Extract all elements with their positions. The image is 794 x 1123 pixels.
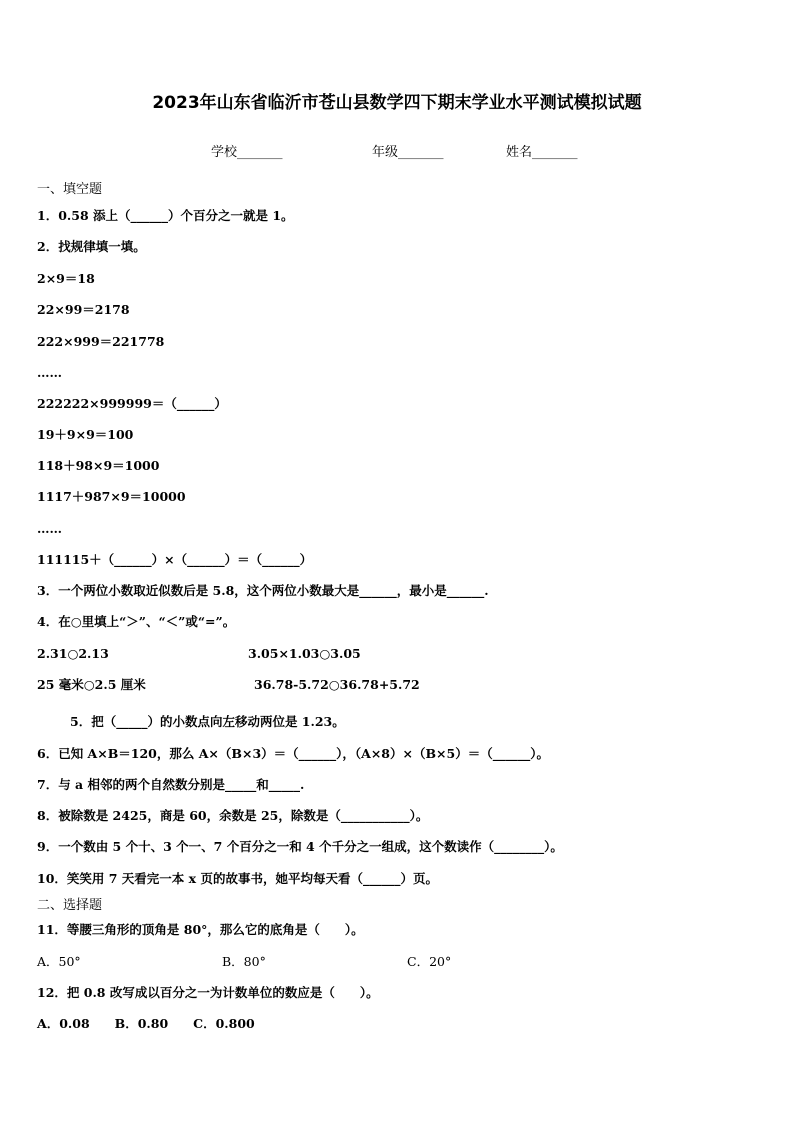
question-12-options: A．0.08 B．0.80 C．0.800	[37, 1016, 255, 1031]
question-11: 11．等腰三角形的顶角是 80°，那么它的底角是（ ）。	[37, 922, 364, 937]
question-7: 7．与 a 相邻的两个自然数分别是_____和_____.	[37, 777, 305, 792]
pattern-line: 222×999＝221778	[37, 334, 165, 349]
pattern-line: 118＋98×9＝1000	[37, 458, 160, 473]
option-a: A．50°	[37, 954, 81, 969]
name-field: 姓名_______	[506, 145, 578, 160]
question-8: 8．被除数是 2425，商是 60，余数是 25，除数是（___________）。	[37, 808, 429, 823]
pattern-line: ……	[37, 365, 62, 380]
question-1: 1．0.58 添上（______）个百分之一就是 1。	[37, 208, 294, 223]
question-4: 4．在○里填上“＞”、“＜”或“=”。	[37, 614, 236, 629]
compare-item: 3.05×1.03○3.05	[248, 646, 361, 661]
question-6: 6．已知 A×B＝120，那么 A×（B×3）＝（______），（A×8）×（B×5）＝（______）。	[37, 746, 549, 761]
pattern-line: 19＋9×9＝100	[37, 427, 134, 442]
option-b: B．80°	[222, 954, 266, 969]
section-heading-fill-blank: 一、填空题	[37, 182, 103, 197]
pattern-line: ……	[37, 521, 62, 536]
compare-item: 25 毫米○2.5 厘米	[37, 677, 146, 692]
page-title: 2023年山东省临沂市苍山县数学四下期末学业水平测试模拟试题	[152, 93, 642, 113]
compare-item: 2.31○2.13	[37, 646, 109, 661]
question-12: 12．把 0.8 改写成以百分之一为计数单位的数应是（ ）。	[37, 985, 379, 1000]
school-field: 学校_______	[211, 145, 283, 160]
question-9: 9．一个数由 5 个十、3 个一、7 个百分之一和 4 个千分之一组成，这个数读作（________）。	[37, 839, 563, 854]
question-5: 5．把（_____）的小数点向左移动两位是 1.23。	[70, 714, 345, 729]
question-2: 2．找规律填一填。	[37, 239, 146, 254]
pattern-line: 111115＋（______）×（______）＝（______）	[37, 552, 313, 567]
pattern-line: 2×9＝18	[37, 271, 95, 286]
section-heading-choice: 二、选择题	[37, 898, 103, 913]
question-3: 3．一个两位小数取近似数后是 5.8，这个两位小数最大是______，最小是______.	[37, 583, 489, 598]
question-10: 10．笑笑用 7 天看完一本 x 页的故事书，她平均每天看（______）页。	[37, 871, 438, 886]
pattern-line: 222222×999999＝（______）	[37, 396, 227, 411]
pattern-line: 22×99＝2178	[37, 302, 130, 317]
pattern-line: 1117＋987×9＝10000	[37, 489, 186, 504]
compare-item: 36.78-5.72○36.78+5.72	[254, 677, 420, 692]
grade-field: 年级_______	[372, 145, 444, 160]
option-c: C．20°	[407, 954, 452, 969]
